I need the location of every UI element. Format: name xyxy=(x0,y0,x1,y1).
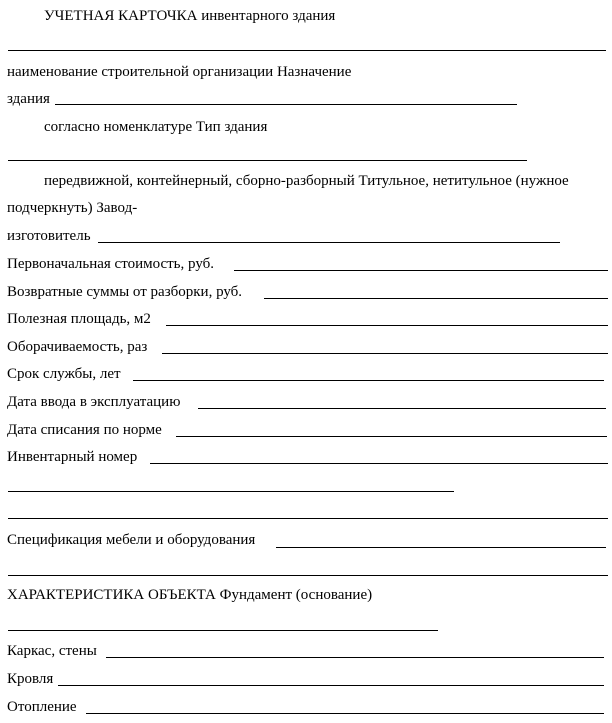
field-line-writeoff-date[interactable] xyxy=(176,436,607,437)
manufacturer-label: изготовитель xyxy=(7,228,91,244)
foundation-line[interactable] xyxy=(8,630,438,631)
spec-line[interactable] xyxy=(276,547,606,548)
spec-label: Спецификация мебели и оборудования xyxy=(7,532,256,548)
characteristics-heading: ХАРАКТЕРИСТИКА ОБЪЕКТА Фундамент (основание) xyxy=(7,587,373,603)
building-purpose-line[interactable] xyxy=(55,104,517,105)
blank-line[interactable] xyxy=(8,491,454,492)
org-name-caption: наименование строительной организации Назначение xyxy=(7,64,352,80)
field-line-inventory-number[interactable] xyxy=(150,463,608,464)
field-line-return-sums[interactable] xyxy=(264,298,608,299)
field-label-frame-walls: Каркас, стены xyxy=(7,643,97,659)
field-line-useful-area[interactable] xyxy=(166,325,608,326)
field-line-service-life[interactable] xyxy=(133,380,604,381)
field-label-service-life: Срок службы, лет xyxy=(7,366,121,382)
field-label-useful-area: Полезная площадь, м2 xyxy=(7,311,151,327)
field-line-turnover[interactable] xyxy=(162,353,608,354)
building-types-text: передвижной, контейнерный, сборно-разборный Титульное, нетитульное (нужное xyxy=(44,173,569,189)
field-label-inventory-number: Инвентарный номер xyxy=(7,449,138,465)
field-label-writeoff-date: Дата списания по норме xyxy=(7,422,162,438)
field-line-initial-cost[interactable] xyxy=(234,270,608,271)
manufacturer-line[interactable] xyxy=(98,242,560,243)
blank-line[interactable] xyxy=(8,575,608,576)
nomenclature-caption: согласно номенклатуре Тип здания xyxy=(44,119,268,135)
building-label: здания xyxy=(7,91,50,107)
field-label-roof: Кровля xyxy=(7,671,54,687)
underline-note-text: подчеркнуть) Завод- xyxy=(7,200,138,216)
field-label-initial-cost: Первоначальная стоимость, руб. xyxy=(7,256,214,272)
blank-line[interactable] xyxy=(8,518,608,519)
field-label-return-sums: Возвратные суммы от разборки, руб. xyxy=(7,284,243,300)
field-line-roof[interactable] xyxy=(58,685,604,686)
document-title: УЧЕТНАЯ КАРТОЧКА инвентарного здания xyxy=(44,8,336,24)
field-line-frame-walls[interactable] xyxy=(106,657,604,658)
field-line-heating[interactable] xyxy=(86,713,604,714)
building-type-line[interactable] xyxy=(8,160,527,161)
field-label-turnover: Оборачиваемость, раз xyxy=(7,339,148,355)
field-label-heating: Отопление xyxy=(7,699,77,715)
field-line-commissioning-date[interactable] xyxy=(198,408,606,409)
field-label-commissioning-date: Дата ввода в эксплуатацию xyxy=(7,394,181,410)
blank-line[interactable] xyxy=(8,50,606,51)
